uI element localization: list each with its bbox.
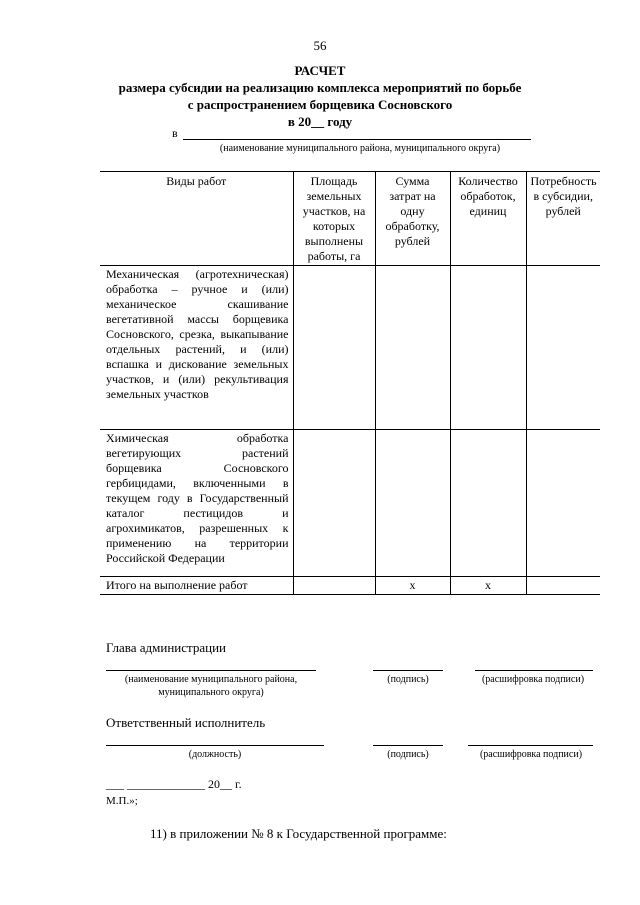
stamp-place: М.П.»; — [106, 795, 138, 807]
title-subject-line: размера субсидии на реализацию комплекса мероприятий по борьбе — [118, 80, 522, 95]
cost-cell — [375, 430, 450, 577]
region-caption: (наименование муниципального района, муниципального округа) — [219, 143, 501, 154]
total-need-cell — [526, 577, 600, 595]
subsidy-table — [100, 171, 600, 595]
executor-signature-line — [373, 745, 443, 746]
table-total-row — [100, 577, 600, 595]
column-header-work-type: Виды работ — [100, 172, 293, 266]
work-type-cell: Химическая обработка вегетирующих растений борщевика Сосновского гербицидами, включенными в текущем году в Государственный каталог пестицидов и агрохимикатов, разрешенных к применению на территории Российской Федерации — [100, 430, 293, 577]
head-decoding-line — [475, 670, 593, 671]
region-prefix: в — [172, 126, 178, 140]
title-year: в 20__ году — [287, 114, 353, 129]
need-cell — [526, 430, 600, 577]
executor-signature-caption: (подпись) — [387, 749, 429, 760]
closing-text: 11) в приложении № 8 к Государственной программе: — [150, 826, 447, 841]
total-label-cell: Итого на выполнение работ — [100, 577, 293, 595]
head-decoding-caption: (расшифровка подписи) — [481, 674, 585, 685]
head-name-caption — [106, 673, 316, 699]
total-area-cell — [293, 577, 375, 595]
column-header-cost: Сумма затрат на одну обработку, рублей — [375, 172, 450, 266]
executor-decoding-caption: (расшифровка подписи) — [479, 749, 583, 760]
area-cell — [293, 266, 375, 430]
head-name-caption-line: (наименование муниципального района, — [124, 674, 298, 685]
region-fill-line — [183, 139, 531, 140]
column-header-area: Площадь земельных участков, на которых выполнены работы, га — [293, 172, 375, 266]
date-line: ___ _____________ 20__ г. — [106, 777, 242, 791]
head-signature-line — [373, 670, 443, 671]
executor-decoding-line — [468, 745, 593, 746]
executor-position-caption: (должность) — [188, 749, 242, 760]
table-header-row — [100, 172, 600, 266]
total-count-cell: x — [450, 577, 526, 595]
table-row — [100, 430, 600, 577]
total-cost-cell: x — [375, 577, 450, 595]
title-subject-line: с распространением борщевика Сосновского — [187, 97, 453, 112]
head-name-caption-line: муниципального округа) — [158, 687, 264, 698]
page-number: 56 — [313, 38, 327, 53]
work-type-cell: Механическая (агротехническая) обработка – ручное и (или) механическое скашивание вегетативной массы борщевика Сосновского, срезка, выкапывание отдельных растений, и (или) вспашка и дискование земельных участков, и (или) рекультивация земельных участков — [100, 266, 293, 430]
count-cell — [450, 266, 526, 430]
head-signature-caption: (подпись) — [387, 674, 429, 685]
document-title — [100, 62, 540, 130]
count-cell — [450, 430, 526, 577]
head-name-line — [106, 670, 316, 671]
table-row — [100, 266, 600, 430]
executor-title: Ответственный исполнитель — [106, 715, 266, 730]
column-header-count: Количество обработок, единиц — [450, 172, 526, 266]
head-title: Глава администрации — [106, 640, 227, 655]
area-cell — [293, 430, 375, 577]
cost-cell — [375, 266, 450, 430]
title-heading: РАСЧЕТ — [294, 63, 346, 78]
executor-position-line — [106, 745, 324, 746]
column-header-need: Потребность в субсидии, рублей — [526, 172, 600, 266]
need-cell — [526, 266, 600, 430]
